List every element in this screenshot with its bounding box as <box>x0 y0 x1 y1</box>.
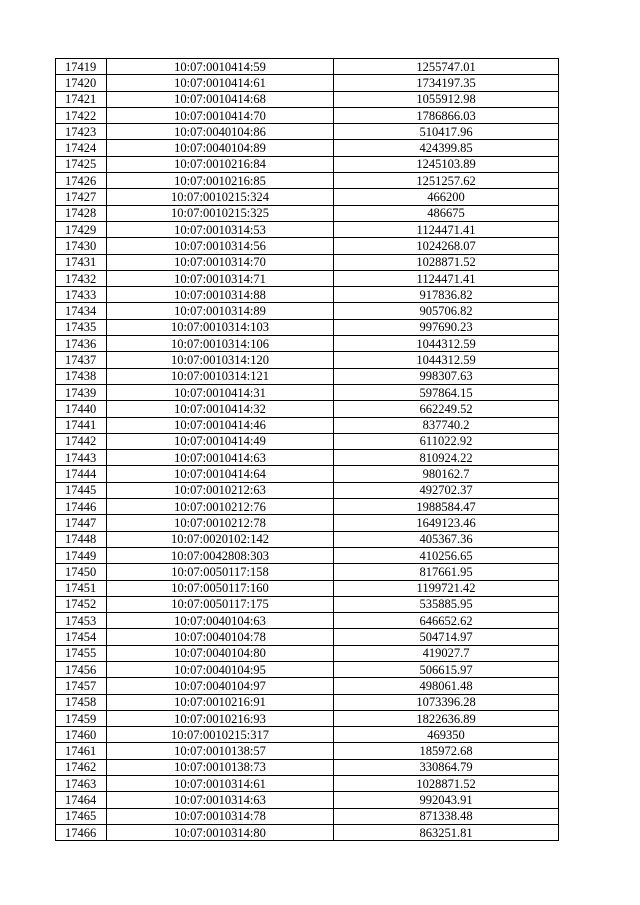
row-number-cell: 17458 <box>56 694 107 710</box>
value-cell: 998307.63 <box>334 368 559 384</box>
table-row <box>56 205 559 221</box>
cadastral-number-cell: 10:07:0010314:70 <box>107 254 334 270</box>
row-number-cell: 17431 <box>56 254 107 270</box>
value-cell: 424399.85 <box>334 140 559 156</box>
cadastral-number-cell: 10:07:0040104:97 <box>107 678 334 694</box>
value-cell: 980162.7 <box>334 466 559 482</box>
cadastral-number-cell: 10:07:0010314:53 <box>107 221 334 237</box>
row-number-cell: 17455 <box>56 645 107 661</box>
cadastral-number-cell: 10:07:0010314:71 <box>107 270 334 286</box>
row-number-cell: 17447 <box>56 515 107 531</box>
cadastral-number-cell: 10:07:0010414:61 <box>107 75 334 91</box>
row-number-cell: 17432 <box>56 270 107 286</box>
value-cell: 1044312.59 <box>334 336 559 352</box>
row-number-cell: 17426 <box>56 173 107 189</box>
row-number-cell: 17465 <box>56 808 107 824</box>
table-row <box>56 107 559 123</box>
row-number-cell: 17429 <box>56 221 107 237</box>
cadastral-number-cell: 10:07:0010212:63 <box>107 482 334 498</box>
cadastral-number-cell: 10:07:0010314:78 <box>107 808 334 824</box>
cadastral-number-cell: 10:07:0010414:32 <box>107 401 334 417</box>
value-cell: 466200 <box>334 189 559 205</box>
table-row <box>56 173 559 189</box>
value-cell: 1649123.46 <box>334 515 559 531</box>
cadastral-number-cell: 10:07:0010215:324 <box>107 189 334 205</box>
cadastral-number-cell: 10:07:0010414:31 <box>107 384 334 400</box>
row-number-cell: 17442 <box>56 433 107 449</box>
cadastral-number-cell: 10:07:0010414:46 <box>107 417 334 433</box>
table-row <box>56 499 559 515</box>
row-number-cell: 17460 <box>56 727 107 743</box>
table-row <box>56 759 559 775</box>
row-number-cell: 17419 <box>56 59 107 75</box>
value-cell: 1024268.07 <box>334 238 559 254</box>
table-row <box>56 270 559 286</box>
value-cell: 1786866.03 <box>334 107 559 123</box>
cadastral-number-cell: 10:07:0050117:160 <box>107 580 334 596</box>
row-number-cell: 17464 <box>56 792 107 808</box>
cadastral-number-cell: 10:07:0010212:76 <box>107 499 334 515</box>
table-row <box>56 645 559 661</box>
cadastral-number-cell: 10:07:0010215:325 <box>107 205 334 221</box>
table-row <box>56 776 559 792</box>
table-row <box>56 336 559 352</box>
table-row <box>56 792 559 808</box>
cadastral-number-cell: 10:07:0010138:57 <box>107 743 334 759</box>
table-row <box>56 221 559 237</box>
value-cell: 498061.48 <box>334 678 559 694</box>
cadastral-number-cell: 10:07:0040104:89 <box>107 140 334 156</box>
value-cell: 863251.81 <box>334 824 559 840</box>
value-cell: 1073396.28 <box>334 694 559 710</box>
cadastral-number-cell: 10:07:0050117:158 <box>107 564 334 580</box>
value-cell: 1988584.47 <box>334 499 559 515</box>
row-number-cell: 17433 <box>56 287 107 303</box>
table-row <box>56 743 559 759</box>
cadastral-number-cell: 10:07:0010414:64 <box>107 466 334 482</box>
row-number-cell: 17441 <box>56 417 107 433</box>
cadastral-number-cell: 10:07:0010314:120 <box>107 352 334 368</box>
row-number-cell: 17456 <box>56 661 107 677</box>
cadastral-number-cell: 10:07:0010314:121 <box>107 368 334 384</box>
cadastral-number-cell: 10:07:0010216:84 <box>107 156 334 172</box>
cadastral-number-cell: 10:07:0010414:49 <box>107 433 334 449</box>
value-cell: 1255747.01 <box>334 59 559 75</box>
table-row <box>56 727 559 743</box>
table-row <box>56 75 559 91</box>
value-cell: 1124471.41 <box>334 221 559 237</box>
value-cell: 1734197.35 <box>334 75 559 91</box>
table-body <box>56 59 559 841</box>
table-row <box>56 482 559 498</box>
row-number-cell: 17448 <box>56 531 107 547</box>
cadastral-number-cell: 10:07:0010314:56 <box>107 238 334 254</box>
table-row <box>56 238 559 254</box>
value-cell: 1028871.52 <box>334 776 559 792</box>
table-row <box>56 547 559 563</box>
table-row <box>56 303 559 319</box>
table-row <box>56 596 559 612</box>
table-row <box>56 254 559 270</box>
value-cell: 1124471.41 <box>334 270 559 286</box>
row-number-cell: 17453 <box>56 613 107 629</box>
cadastral-number-cell: 10:07:0010314:63 <box>107 792 334 808</box>
value-cell: 504714.97 <box>334 629 559 645</box>
cadastral-number-cell: 10:07:0010314:89 <box>107 303 334 319</box>
table-row <box>56 824 559 840</box>
value-cell: 597864.15 <box>334 384 559 400</box>
table-row <box>56 287 559 303</box>
cadastral-number-cell: 10:07:0010414:63 <box>107 450 334 466</box>
row-number-cell: 17454 <box>56 629 107 645</box>
cadastral-number-cell: 10:07:0010216:91 <box>107 694 334 710</box>
row-number-cell: 17430 <box>56 238 107 254</box>
cadastral-number-cell: 10:07:0040104:63 <box>107 613 334 629</box>
value-cell: 611022.92 <box>334 433 559 449</box>
table-row <box>56 694 559 710</box>
value-cell: 1044312.59 <box>334 352 559 368</box>
cadastral-number-cell: 10:07:0010414:70 <box>107 107 334 123</box>
row-number-cell: 17436 <box>56 336 107 352</box>
table-row <box>56 91 559 107</box>
row-number-cell: 17459 <box>56 710 107 726</box>
table-row <box>56 629 559 645</box>
table-row <box>56 59 559 75</box>
cadastral-number-cell: 10:07:0010314:106 <box>107 336 334 352</box>
value-cell: 486675 <box>334 205 559 221</box>
value-cell: 1055912.98 <box>334 91 559 107</box>
value-cell: 410256.65 <box>334 547 559 563</box>
table-row <box>56 319 559 335</box>
value-cell: 1199721.42 <box>334 580 559 596</box>
table-row <box>56 124 559 140</box>
row-number-cell: 17427 <box>56 189 107 205</box>
value-cell: 469350 <box>334 727 559 743</box>
table-row <box>56 156 559 172</box>
value-cell: 817661.95 <box>334 564 559 580</box>
row-number-cell: 17452 <box>56 596 107 612</box>
value-cell: 1251257.62 <box>334 173 559 189</box>
cadastral-number-cell: 10:07:0050117:175 <box>107 596 334 612</box>
table-row <box>56 368 559 384</box>
table-row <box>56 580 559 596</box>
row-number-cell: 17424 <box>56 140 107 156</box>
row-number-cell: 17435 <box>56 319 107 335</box>
table-row <box>56 466 559 482</box>
table-row <box>56 661 559 677</box>
value-cell: 646652.62 <box>334 613 559 629</box>
table-row <box>56 564 559 580</box>
cadastral-value-table <box>55 58 559 841</box>
table-row <box>56 433 559 449</box>
cadastral-number-cell: 10:07:0042808:303 <box>107 547 334 563</box>
row-number-cell: 17444 <box>56 466 107 482</box>
table-row <box>56 140 559 156</box>
row-number-cell: 17428 <box>56 205 107 221</box>
row-number-cell: 17457 <box>56 678 107 694</box>
row-number-cell: 17440 <box>56 401 107 417</box>
cadastral-number-cell: 10:07:0010314:103 <box>107 319 334 335</box>
table-row <box>56 515 559 531</box>
row-number-cell: 17451 <box>56 580 107 596</box>
row-number-cell: 17434 <box>56 303 107 319</box>
cadastral-number-cell: 10:07:0020102:142 <box>107 531 334 547</box>
row-number-cell: 17439 <box>56 384 107 400</box>
value-cell: 535885.95 <box>334 596 559 612</box>
value-cell: 330864.79 <box>334 759 559 775</box>
row-number-cell: 17445 <box>56 482 107 498</box>
cadastral-number-cell: 10:07:0010414:59 <box>107 59 334 75</box>
cadastral-number-cell: 10:07:0010216:85 <box>107 173 334 189</box>
table-row <box>56 613 559 629</box>
value-cell: 871338.48 <box>334 808 559 824</box>
row-number-cell: 17423 <box>56 124 107 140</box>
row-number-cell: 17420 <box>56 75 107 91</box>
value-cell: 1245103.89 <box>334 156 559 172</box>
row-number-cell: 17450 <box>56 564 107 580</box>
row-number-cell: 17438 <box>56 368 107 384</box>
value-cell: 810924.22 <box>334 450 559 466</box>
row-number-cell: 17422 <box>56 107 107 123</box>
table-row <box>56 417 559 433</box>
row-number-cell: 17437 <box>56 352 107 368</box>
row-number-cell: 17463 <box>56 776 107 792</box>
cadastral-number-cell: 10:07:0010215:317 <box>107 727 334 743</box>
row-number-cell: 17466 <box>56 824 107 840</box>
table-row <box>56 189 559 205</box>
table-row <box>56 531 559 547</box>
cadastral-number-cell: 10:07:0040104:80 <box>107 645 334 661</box>
cadastral-number-cell: 10:07:0040104:78 <box>107 629 334 645</box>
row-number-cell: 17425 <box>56 156 107 172</box>
cadastral-number-cell: 10:07:0010314:61 <box>107 776 334 792</box>
row-number-cell: 17462 <box>56 759 107 775</box>
cadastral-number-cell: 10:07:0040104:86 <box>107 124 334 140</box>
cadastral-number-cell: 10:07:0010314:80 <box>107 824 334 840</box>
value-cell: 506615.97 <box>334 661 559 677</box>
row-number-cell: 17446 <box>56 499 107 515</box>
cadastral-number-cell: 10:07:0010414:68 <box>107 91 334 107</box>
value-cell: 510417.96 <box>334 124 559 140</box>
value-cell: 917836.82 <box>334 287 559 303</box>
value-cell: 662249.52 <box>334 401 559 417</box>
value-cell: 405367.36 <box>334 531 559 547</box>
value-cell: 997690.23 <box>334 319 559 335</box>
value-cell: 492702.37 <box>334 482 559 498</box>
value-cell: 419027.7 <box>334 645 559 661</box>
table-row <box>56 450 559 466</box>
value-cell: 1822636.89 <box>334 710 559 726</box>
row-number-cell: 17421 <box>56 91 107 107</box>
table-row <box>56 808 559 824</box>
table-row <box>56 401 559 417</box>
row-number-cell: 17461 <box>56 743 107 759</box>
cadastral-number-cell: 10:07:0010212:78 <box>107 515 334 531</box>
value-cell: 905706.82 <box>334 303 559 319</box>
value-cell: 1028871.52 <box>334 254 559 270</box>
table-row <box>56 678 559 694</box>
row-number-cell: 17449 <box>56 547 107 563</box>
value-cell: 992043.91 <box>334 792 559 808</box>
cadastral-number-cell: 10:07:0010138:73 <box>107 759 334 775</box>
value-cell: 185972.68 <box>334 743 559 759</box>
row-number-cell: 17443 <box>56 450 107 466</box>
cadastral-number-cell: 10:07:0010216:93 <box>107 710 334 726</box>
table-row <box>56 384 559 400</box>
table-row <box>56 352 559 368</box>
cadastral-number-cell: 10:07:0010314:88 <box>107 287 334 303</box>
cadastral-number-cell: 10:07:0040104:95 <box>107 661 334 677</box>
value-cell: 837740.2 <box>334 417 559 433</box>
table-row <box>56 710 559 726</box>
